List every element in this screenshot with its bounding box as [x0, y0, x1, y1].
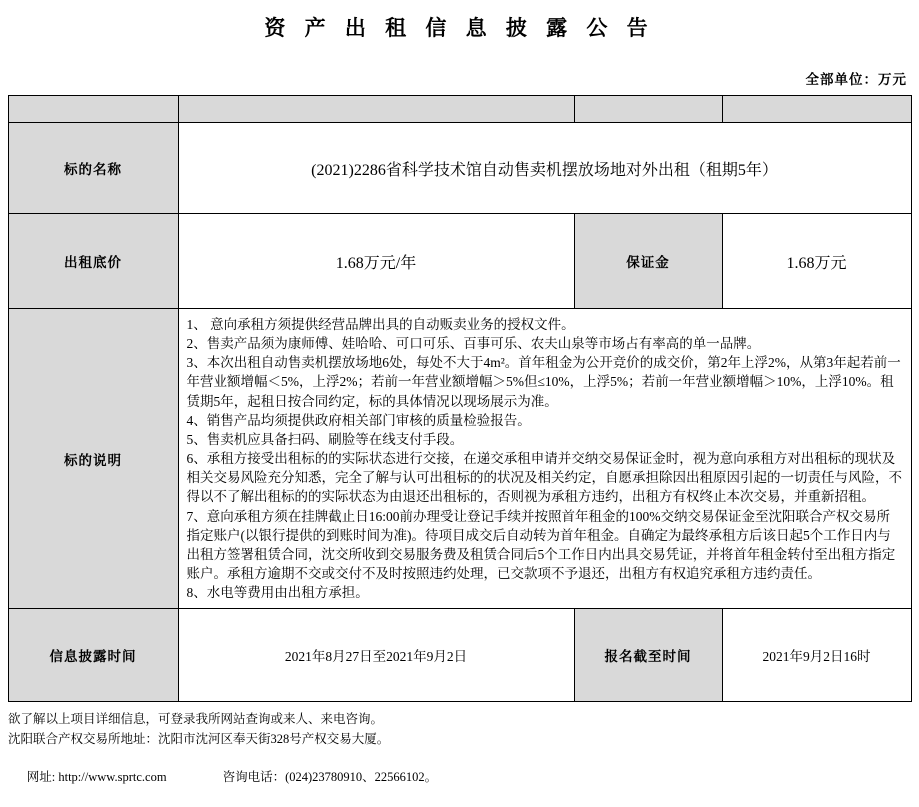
- header-band-cell-3: [574, 96, 722, 123]
- description-item: 2、售卖产品须为康师傅、娃哈哈、可口可乐、百事可乐、农夫山泉等市场占有率高的单一品牌。: [186, 336, 761, 352]
- row-label-name: 标的名称: [8, 123, 178, 214]
- unit-note: 全部单位：万元: [805, 72, 907, 87]
- footer-notes: [8, 702, 911, 807]
- description-item: 1、 意向承租方须提供经营品牌出具的自动贩卖业务的授权文件。: [186, 317, 575, 332]
- disclosure-table: [8, 95, 912, 702]
- row-label-description: 标的说明: [8, 309, 178, 609]
- table-row-description: [8, 309, 911, 609]
- description-item: 8、水电等费用由出租方承担。: [186, 585, 369, 601]
- description-item: 4、销售产品均须提供政府相关部门审核的质量检验报告。: [186, 412, 531, 428]
- row-label-deadline: 报名截至时间: [574, 609, 722, 702]
- table-header-band: [8, 96, 911, 123]
- table-row-disclosure-time: [8, 609, 911, 702]
- description-item: 3、本次出租自动售卖机摆放场地6处，每处不大于4m²。首年租金为公开竞价的成交价，第2年上浮2%，从第3年起若前一年营业额增幅＜5%，上浮2%；若前一年营业额增幅＞5%但≤10%，上浮5%；若前一年营业额增幅＞10%，上浮10%。租赁期5年，起租日按合同约定，标的具体情况以现场展示为准。: [186, 355, 901, 409]
- document-page: [0, 12, 919, 795]
- footer-phone: 咨询电话：(024)23780910、22566102。: [222, 770, 438, 785]
- row-value-deadline: 2021年9月2日16时: [722, 609, 911, 702]
- table-row-price: [8, 214, 911, 309]
- row-value-price: 1.68万元/年: [178, 214, 574, 309]
- footer-line-1: 欲了解以上项目详细信息，可登录我所网站查询或来人、来电咨询。: [8, 712, 384, 727]
- row-value-deposit: 1.68万元: [722, 214, 911, 309]
- header-band-cell-1: [8, 96, 178, 123]
- footer-line-3: [8, 749, 911, 807]
- description-item: 7、意向承租方须在挂牌截止日16:00前办理受让登记手续并按照首年租金的100%交纳交易保证金至沈阳联合产权交易所指定账户(以银行提供的到账时间为准)。待项目成交后自动转为首年租金。自确定为最终承租方后该日起5个工作日内与出租方签署租赁合同，沈交所收到交易服务费及租赁合同后5个工作日内出具交易凭证，并将首年租金转付至出租方指定账户。承租方逾期不交或交付不及时按照违约处理，已交款项不予退还，出租方有权追究承租方违约责任。: [186, 508, 896, 582]
- description-item: 6、承租方接受出租标的的实际状态进行交接，在递交承租申请并交纳交易保证金时，视为意向承租方对出租标的现状及相关交易风险充分知悉，完全了解与认可出租标的的状况及相关约定，自愿承担除因出租原因引起的一切责任与风险，不得以不了解出租标的的实际状态为由退还出租标的，否则视为承租方违约，出租方有权终止本次交易，并重新招租。: [186, 451, 902, 505]
- footer-line-2: 沈阳联合产权交易所地址：沈阳市沈河区奉天街328号产权交易大厦。: [8, 731, 390, 746]
- footer-website: 网址: http://www.sprtc.com: [26, 770, 167, 785]
- row-value-disclosure-time: 2021年8月27日至2021年9月2日: [178, 609, 574, 702]
- row-label-disclosure-time: 信息披露时间: [8, 609, 178, 702]
- row-value-description: [178, 309, 911, 609]
- table-row-name: [8, 123, 911, 214]
- description-item: 5、售卖机应具备扫码、刷脸等在线支付手段。: [186, 431, 464, 447]
- header-band-cell-4: [722, 96, 911, 123]
- header-band-cell-2: [178, 96, 574, 123]
- row-label-price: 出租底价: [8, 214, 178, 309]
- page-title: 资 产 出 租 信 息 披 露 公 告: [264, 16, 655, 40]
- row-label-deposit: 保证金: [574, 214, 722, 309]
- row-value-name: (2021)2286省科学技术馆自动售卖机摆放场地对外出租（租期5年）: [178, 123, 911, 214]
